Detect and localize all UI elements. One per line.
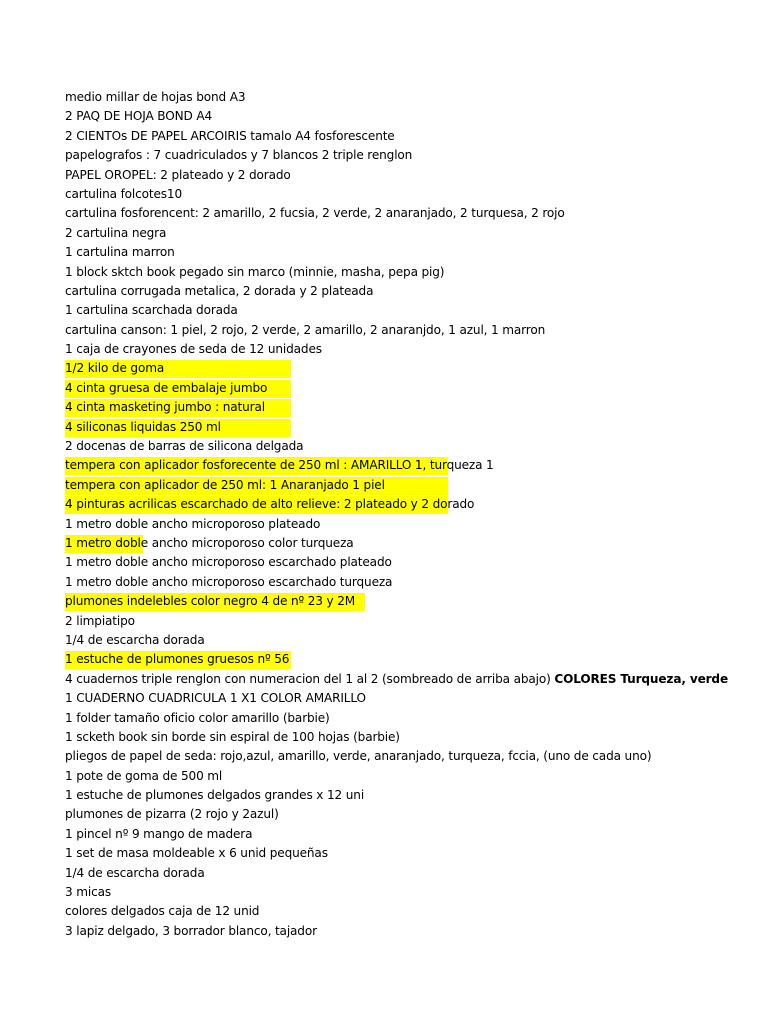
line-text-plain: 4 siliconas liquidas 250 ml [65,419,221,434]
line-text [65,381,267,395]
line-text-plain: 1/4 de escarcha dorada [65,632,205,647]
line-text-plain: 4 cinta gruesa de embalaje jumbo [65,380,268,395]
document-line [65,825,675,844]
line-text [65,439,303,453]
line-text [65,846,328,860]
line-text-plain: PAPEL OROPEL: 2 plateado y 2 dorado [65,167,291,182]
line-text-plain: 2 cartulina negra [65,225,167,240]
line-text-plain: 3 lapiz delgado, 3 borrador blanco, tajador [65,923,317,938]
line-text [65,749,651,763]
document-line [65,883,675,902]
document-line [65,728,675,747]
document-line [65,340,675,359]
highlighted-line [65,495,675,514]
line-text-plain: 1 scketh book sin borde sin espiral de 100 hojas (barbie) [65,729,400,744]
line-text-plain: 1 estuche de plumones delgados grandes x 12 uni [65,788,365,803]
line-text-plain: 1 cartulina scarchada dorada [65,303,238,318]
line-text [65,827,252,841]
line-text [65,555,392,569]
document-line [65,670,728,689]
line-text [65,478,385,492]
line-text-plain: 1 folder tamaño oficio color amarillo (barbie) [65,710,330,725]
line-text-plain: 4 pinturas acrilicas escarchado de alto relieve: 2 plateado y 2 dorado [65,497,475,512]
line-text [65,769,222,783]
line-text [65,807,279,821]
line-text [65,672,728,686]
line-text-plain: 1 pote de goma de 500 ml [65,768,223,783]
line-text-bold: COLORES Turqueza, verde [554,671,728,686]
line-text [65,730,400,744]
line-text [65,400,265,414]
line-text [65,361,164,375]
document-line [65,786,675,805]
highlighted-line [65,398,675,417]
line-text [65,206,565,220]
document-line [65,146,675,165]
line-text-plain: 1 estuche de plumones gruesos nº 56 [65,652,290,667]
line-text-plain: 1 metro doble ancho microporoso plateado [65,516,321,531]
line-text [65,168,291,182]
line-text-plain: 2 PAQ DE HOJA BOND A4 [65,109,212,124]
line-text [65,904,259,918]
line-text-plain: cartulina canson: 1 piel, 2 rojo, 2 verde, 2 amarillo, 2 anaranjdo, 1 azul, 1 marron [65,322,546,337]
line-text [65,323,545,337]
line-text [65,614,135,628]
line-text-plain: 1/2 kilo de goma [65,361,165,376]
line-text [65,517,320,531]
document-line [65,553,675,572]
line-text [65,187,182,201]
document-line [65,88,675,107]
document-line [65,573,675,592]
document-line [65,263,675,282]
line-text-plain: 2 docenas de barras de silicona delgada [65,439,304,454]
document-line [65,902,675,921]
document-line [65,321,675,340]
line-text-plain: 4 cinta masketing jumbo : natural [65,400,265,415]
highlighted-line [65,650,675,669]
line-text-plain: 1/4 de escarcha dorada [65,865,205,880]
document-line [65,127,675,146]
line-text [65,924,317,938]
line-text-plain: 1 cartulina marron [65,245,175,260]
line-text-plain: 4 cuadernos triple renglon con numeracion del 1 al 2 (sombreado de arriba abajo) [65,671,555,686]
line-text [65,788,364,802]
line-text-plain: 1 metro doble ancho microporoso escarchado turqueza [65,574,393,589]
document-line [65,224,675,243]
line-text-plain: 1 block sktch book pegado sin marco (minnie, masha, pepa pig) [65,264,445,279]
line-text-plain: cartulina corrugada metalica, 2 dorada y 2 plateada [65,283,374,298]
highlighted-line [65,534,675,553]
document-line [65,612,675,631]
document-line [65,844,675,863]
document-line [65,282,675,301]
line-text [65,594,355,608]
document-line [65,689,675,708]
line-text-plain: tempera con aplicador de 250 ml: 1 Anaranjado 1 piel [65,477,385,492]
document-line [65,243,675,262]
line-text-plain: 1 metro doble ancho microporoso color turqueza [65,535,354,550]
document-line [65,166,675,185]
line-text-plain: tempera con aplicador fosforecente de 250 ml : AMARILLO 1, turqueza 1 [65,458,494,473]
line-text-plain: 1 metro doble ancho microporoso escarchado plateado [65,555,392,570]
line-text [65,284,373,298]
document-line [65,185,675,204]
line-text [65,633,205,647]
highlighted-line [65,456,675,475]
document-line [65,301,675,320]
highlighted-line [65,418,675,437]
line-text-plain: colores delgados caja de 12 unid [65,904,260,919]
line-text [65,458,494,472]
line-text-plain: plumones de pizarra (2 rojo y 2azul) [65,807,279,822]
line-text [65,129,395,143]
line-text [65,536,354,550]
document-line [65,515,675,534]
line-text [65,711,330,725]
line-text [65,148,412,162]
line-text [65,497,474,511]
line-text-plain: 3 micas [65,885,111,900]
line-text [65,652,289,666]
document-line [65,204,675,223]
line-text-plain: 1 set de masa moldeable x 6 unid pequeñas [65,846,328,861]
line-text [65,885,111,899]
document-line [65,747,675,766]
highlighted-line [65,379,675,398]
line-text [65,245,175,259]
line-text [65,109,212,123]
line-text [65,866,205,880]
line-text-plain: 2 CIENTOs DE PAPEL ARCOIRIS tamalo A4 fosforescente [65,128,395,143]
line-text-plain: 1 CUADERNO CUADRICULA 1 X1 COLOR AMARILLO [65,691,366,706]
document-line [65,767,675,786]
document-line [65,631,675,650]
line-text [65,575,392,589]
line-text [65,691,366,705]
line-text-plain: cartulina folcotes10 [65,186,183,201]
line-text-plain: medio millar de hojas bond A3 [65,90,246,104]
document-line [65,437,675,456]
document-line [65,922,675,941]
line-text-plain: plumones indelebles color negro 4 de nº 23 y 2M [65,594,356,609]
document-line [65,709,675,728]
document-line [65,107,675,126]
line-text-plain: papelografos : 7 cuadriculados y 7 blancos 2 triple renglon [65,148,413,163]
line-text [65,226,166,240]
line-text-plain: 1 caja de crayones de seda de 12 unidades [65,342,322,357]
line-text [65,342,322,356]
line-text [65,303,238,317]
line-text [65,265,444,279]
document-line [65,864,675,883]
line-text [65,90,245,104]
line-text-plain: 1 pincel nº 9 mango de madera [65,826,253,841]
highlighted-line [65,359,675,378]
highlighted-line [65,592,675,611]
line-text-plain: pliegos de papel de seda: rojo,azul, amarillo, verde, anaranjado, turqueza, fccia, (uno de cada uno) [65,749,652,764]
line-text-plain: cartulina fosforencent: 2 amarillo, 2 fucsia, 2 verde, 2 anaranjado, 2 turquesa, 2 rojo [65,206,565,221]
document-line [65,805,675,824]
line-text [65,420,221,434]
document-body [65,88,728,948]
line-text-plain: 2 limpiatipo [65,613,135,628]
highlighted-line [65,476,675,495]
